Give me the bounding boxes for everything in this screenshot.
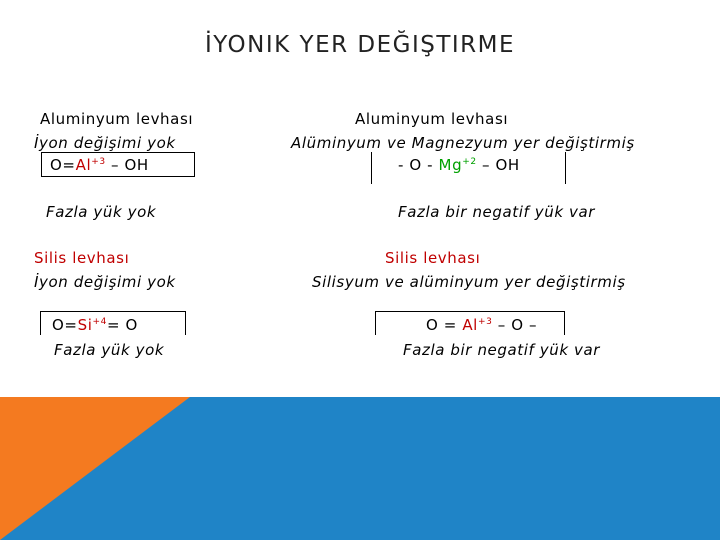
left-aluminum-desc: İyon değişimi yok bbox=[34, 134, 176, 152]
right-silicon-desc: Silisyum ve alüminyum yer değiştirmiş bbox=[312, 273, 626, 291]
left-silicon-box-top bbox=[40, 311, 186, 312]
formula-suffix: – OH bbox=[476, 156, 520, 174]
right-aluminum-desc: Alüminyum ve Magnezyum yer değiştirmiş bbox=[291, 134, 635, 152]
right-silicon-charge-note: Fazla bir negatif yük var bbox=[403, 341, 601, 359]
right-silicon-formula bbox=[426, 316, 537, 334]
right-silicon-heading: Silis levhası bbox=[385, 249, 481, 267]
formula-prefix: O= bbox=[50, 156, 76, 174]
left-silicon-box-left bbox=[40, 311, 41, 335]
ion-charge: +2 bbox=[462, 157, 477, 167]
formula-suffix: – OH bbox=[105, 156, 149, 174]
right-aluminum-formula bbox=[398, 156, 520, 174]
right-aluminum-charge-note: Fazla bir negatif yük var bbox=[398, 203, 596, 221]
slide-title: İYONIK YER DEĞIŞTIRME bbox=[204, 32, 516, 58]
ion-symbol: Al bbox=[75, 156, 92, 174]
formula-suffix: – O – bbox=[492, 316, 538, 334]
right-silicon-box-top bbox=[375, 311, 565, 312]
left-aluminum-box-right bbox=[194, 152, 195, 176]
left-aluminum-box-top bbox=[41, 152, 195, 153]
left-aluminum-heading: Aluminyum levhası bbox=[40, 110, 194, 128]
ion-charge: +3 bbox=[477, 317, 493, 327]
left-silicon-charge-note: Fazla yük yok bbox=[54, 341, 165, 359]
left-silicon-formula bbox=[52, 316, 138, 334]
formula-prefix: O= bbox=[52, 316, 78, 334]
ion-symbol: Al bbox=[462, 316, 478, 334]
left-aluminum-formula bbox=[50, 156, 149, 174]
formula-suffix: = O bbox=[106, 316, 138, 334]
left-silicon-box-right bbox=[185, 311, 186, 335]
ion-charge: +3 bbox=[91, 157, 106, 167]
right-silicon-box-left bbox=[375, 311, 376, 335]
left-silicon-heading: Silis levhası bbox=[34, 249, 130, 267]
left-aluminum-charge-note: Fazla yük yok bbox=[46, 203, 157, 221]
formula-prefix: - O - bbox=[398, 156, 439, 174]
right-aluminum-box-right bbox=[565, 152, 566, 184]
ion-charge: +4 bbox=[92, 317, 107, 327]
right-aluminum-heading: Aluminyum levhası bbox=[355, 110, 509, 128]
left-aluminum-box-left bbox=[41, 152, 42, 176]
right-silicon-box-right bbox=[564, 311, 565, 335]
left-aluminum-box-bottom bbox=[41, 176, 195, 177]
right-aluminum-box-left bbox=[371, 152, 372, 184]
ion-symbol: Mg bbox=[438, 156, 463, 174]
formula-prefix: O = bbox=[426, 316, 463, 334]
ion-symbol: Si bbox=[77, 316, 93, 334]
left-silicon-desc: İyon değişimi yok bbox=[34, 273, 176, 291]
